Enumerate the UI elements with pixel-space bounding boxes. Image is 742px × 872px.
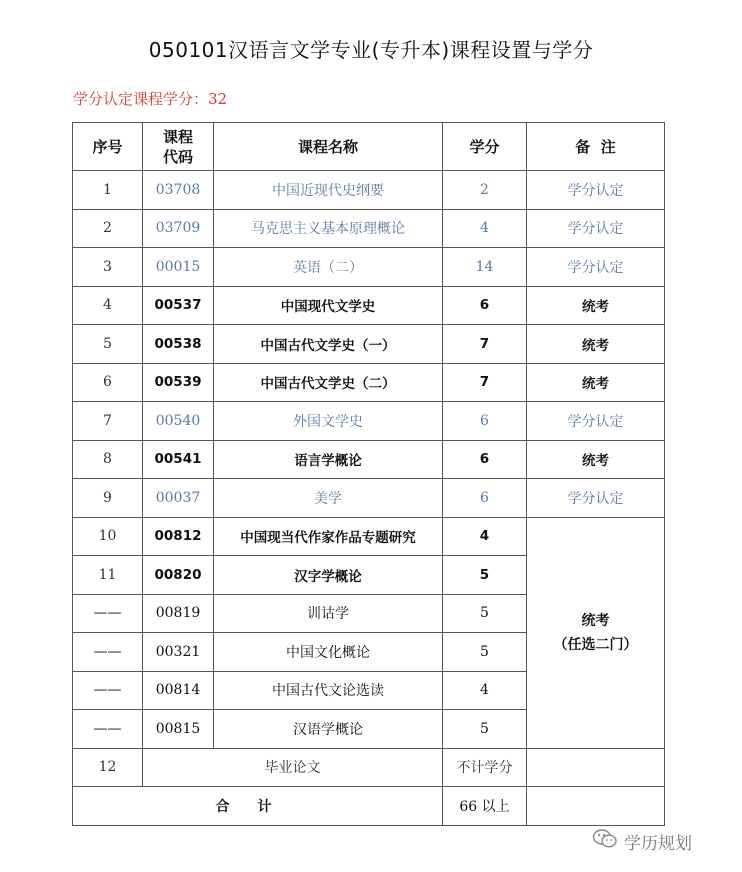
table-row <box>73 209 665 248</box>
row-credit: 6 <box>443 402 527 441</box>
header-credit: 学分 <box>443 123 527 171</box>
row-credit: 6 <box>443 286 527 325</box>
elective-remark-line1: 统考 <box>581 612 610 629</box>
total-label: 合计 <box>73 787 443 826</box>
header-name: 课程名称 <box>214 123 443 171</box>
table-row <box>73 171 665 210</box>
row-name: 中国古代文学史（二） <box>214 363 443 402</box>
thesis-remark <box>527 748 665 787</box>
row-credit: 6 <box>443 440 527 479</box>
row-idx: —— <box>73 671 143 710</box>
row-name: 汉字学概论 <box>214 556 443 595</box>
row-code: 00537 <box>143 286 214 325</box>
row-name: 中国古代文论选读 <box>214 671 443 710</box>
table-row <box>73 325 665 364</box>
row-remark: 学分认定 <box>527 402 665 441</box>
row-code: 00541 <box>143 440 214 479</box>
row-idx: 6 <box>73 363 143 402</box>
row-credit: 5 <box>443 594 527 633</box>
elective-remark-line2: （任选二门） <box>553 636 638 653</box>
row-remark: 学分认定 <box>527 171 665 210</box>
row-remark: 学分认定 <box>527 248 665 287</box>
table-row <box>73 286 665 325</box>
row-code: 00037 <box>143 479 214 518</box>
header-code-line1: 课程 <box>162 127 193 146</box>
row-name: 中国现当代作家作品专题研究 <box>214 517 443 556</box>
row-name: 英语（二） <box>214 248 443 287</box>
row-credit: 5 <box>443 556 527 595</box>
row-name: 中国现代文学史 <box>214 286 443 325</box>
row-code: 00540 <box>143 402 214 441</box>
row-code: 00812 <box>143 517 214 556</box>
row-remark: 学分认定 <box>527 479 665 518</box>
row-code: 00815 <box>143 710 214 749</box>
table-row <box>73 402 665 441</box>
row-remark: 学分认定 <box>527 209 665 248</box>
row-code: 00539 <box>143 363 214 402</box>
table-row <box>73 248 665 287</box>
table-row <box>73 479 665 518</box>
row-credit: 6 <box>443 479 527 518</box>
row-code: 03709 <box>143 209 214 248</box>
thesis-row <box>73 748 665 787</box>
row-name: 训诂学 <box>214 594 443 633</box>
row-code: 00321 <box>143 633 214 672</box>
row-credit: 4 <box>443 209 527 248</box>
watermark <box>592 828 692 855</box>
thesis-name: 毕业论文 <box>143 748 443 787</box>
total-remark <box>527 787 665 826</box>
table-row <box>73 440 665 479</box>
watermark-text: 学历规划 <box>624 834 692 854</box>
thesis-credit: 不计学分 <box>443 748 527 787</box>
row-idx: 10 <box>73 517 143 556</box>
row-idx: 11 <box>73 556 143 595</box>
row-idx: 5 <box>73 325 143 364</box>
total-credit: 66 以上 <box>443 787 527 826</box>
row-code: 00538 <box>143 325 214 364</box>
row-name: 美学 <box>214 479 443 518</box>
row-idx: 1 <box>73 171 143 210</box>
table-header-row <box>73 123 665 171</box>
row-code: 03708 <box>143 171 214 210</box>
row-credit: 5 <box>443 633 527 672</box>
header-remark: 备 注 <box>527 123 665 171</box>
row-code: 00015 <box>143 248 214 287</box>
wechat-icon <box>592 828 618 855</box>
row-idx: 7 <box>73 402 143 441</box>
row-remark: 统考 <box>527 363 665 402</box>
row-remark: 统考 <box>527 325 665 364</box>
row-idx: —— <box>73 594 143 633</box>
row-name: 汉语学概论 <box>214 710 443 749</box>
row-code: 00819 <box>143 594 214 633</box>
row-idx: —— <box>73 633 143 672</box>
row-name: 语言学概论 <box>214 440 443 479</box>
row-idx: 3 <box>73 248 143 287</box>
total-row <box>73 787 665 826</box>
row-credit: 7 <box>443 363 527 402</box>
row-name: 中国近现代史纲要 <box>214 171 443 210</box>
page-title: 050101汉语言文学专业(专升本)课程设置与学分 <box>148 38 594 62</box>
row-idx: 9 <box>73 479 143 518</box>
row-credit: 2 <box>443 171 527 210</box>
row-name: 马克思主义基本原理概论 <box>214 209 443 248</box>
recognized-credits-note: 学分认定课程学分：32 <box>73 90 228 108</box>
row-credit: 7 <box>443 325 527 364</box>
table-row <box>73 363 665 402</box>
row-name: 中国古代文学史（一） <box>214 325 443 364</box>
row-credit: 14 <box>443 248 527 287</box>
row-credit: 5 <box>443 710 527 749</box>
row-idx: 8 <box>73 440 143 479</box>
row-name: 外国文学史 <box>214 402 443 441</box>
row-code: 00814 <box>143 671 214 710</box>
header-code <box>143 123 214 171</box>
header-code-line2: 代码 <box>162 147 193 166</box>
row-name: 中国文化概论 <box>214 633 443 672</box>
row-idx: —— <box>73 710 143 749</box>
header-idx: 序号 <box>73 123 143 171</box>
row-remark: 统考 <box>527 440 665 479</box>
row-credit: 4 <box>443 517 527 556</box>
elective-row <box>73 517 665 556</box>
course-table <box>72 122 665 826</box>
row-idx: 2 <box>73 209 143 248</box>
row-idx: 4 <box>73 286 143 325</box>
thesis-idx: 12 <box>73 748 143 787</box>
row-remark: 统考 <box>527 286 665 325</box>
row-code: 00820 <box>143 556 214 595</box>
elective-remark <box>527 517 665 748</box>
row-credit: 4 <box>443 671 527 710</box>
